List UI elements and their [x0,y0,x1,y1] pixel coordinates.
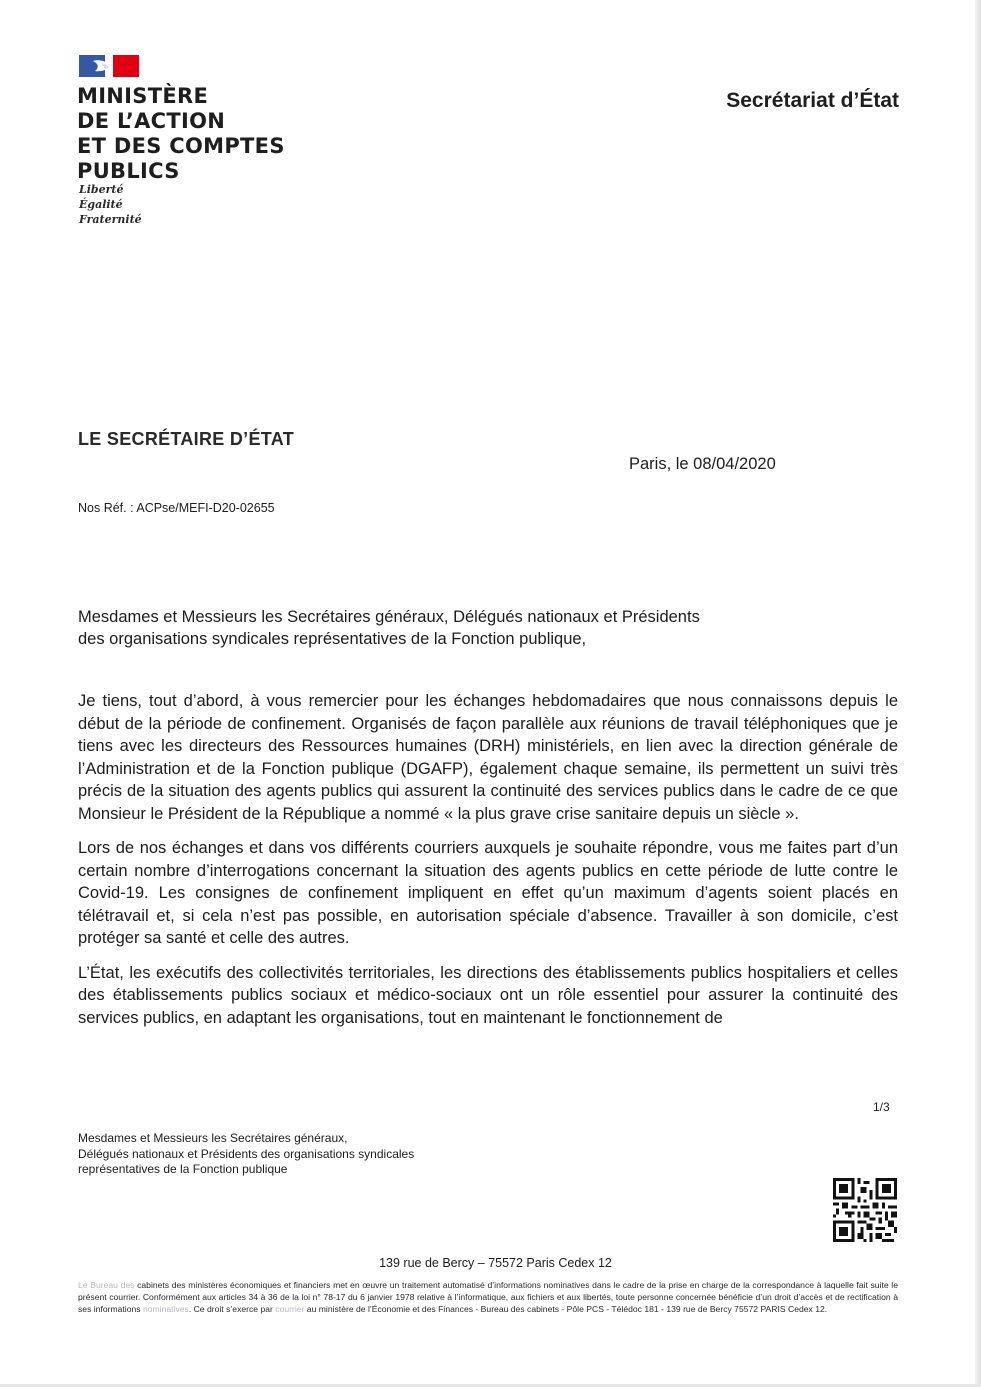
motto-liberte: Liberté [79,183,124,196]
legal-faded-text: courrier [275,1304,305,1314]
page-number: 1/3 [873,1100,890,1114]
legal-faded-text: nominatives [142,1304,189,1314]
body-paragraph: Je tiens, tout d’abord, à vous remercier pour les échanges hebdomadaires que nous connaissons depuis le début de la période de confinement. Organisés de façon parallèle aux réunions de travail téléphoniques que je tiens avec les directeurs des Ressources humaines (DRH) ministériels, en lien avec la direction générale de l’Administration et de la Fonction publique (DGAFP), également chaque semaine, ils permettent un suivi très précis de la situation des agents publics qui assurent la continuité des services publics dans le cadre de ce que Monsieur le Président de la République a nommé « la plus grave crise sanitaire depuis un siècle ». [78,692,898,823]
recipient-line: Délégués nationaux et Présidents des organisations syndicales [78,1146,415,1161]
republic-motto [79,182,142,227]
addressee-line: des organisations syndicales représentatives de la Fonction publique, [78,630,587,648]
body-paragraph: L’État, les exécutifs des collectivités territoriales, les directions des établissements publics hospitaliers et celles des établissements publics sociaux et médico-sociaux ont un rôle essentiel pour assurer la continuité des services publics, en adaptant les organisations, tout en maintenant le fonctionnement de [78,963,898,1027]
letter-date: Paris, le 08/04/2020 [629,455,776,473]
addressee-line: Mesdames et Messieurs les Secrétaires généraux, Délégués nationaux et Présidents [78,608,700,626]
ministry-name [77,84,285,184]
ministry-line: DE L’ACTION [77,109,226,133]
signatory-title: LE SECRÉTAIRE D’ÉTAT [78,429,295,449]
legal-text: . Ce droit s’exerce par [188,1304,276,1314]
address-text: 139 rue de Bercy – 75572 Paris Cedex 12 [379,1256,612,1270]
scan-page-edge [975,0,981,1387]
secretariat-title: Secrétariat d’État [726,89,899,112]
ministry-line: ET DES COMPTES [77,134,285,158]
body-paragraph: Lors de nos échanges et dans vos différents courriers auxquels je souhaite répondre, vous me faites part d’un certain nombre d’interrogations concernant la situation des agents publics en cette période de lutte contre le Covid-19. Les consignes de confinement impliquent en effet qu’un maximum d’agents soient placés en télétravail et, si cela n’est pas possible, en autorisation spéciale d’absence. Travailler à son domicile, c’est protéger sa santé et celle des autres. [78,839,898,947]
legal-text: cabinets des ministères économiques et financiers met en œuvre un traitement automatisé d’informations nominatives dans le cadre de la prise en charge de la correspondance à laquelle fait suite le présent courrier. Conformément aux articles 34 à 36 de la loi n° 78-17 du 6 janvier 1978 relative à l’informatique, aux fichiers et aux libertés, toute personne concernée bénéficie d’un droit d’accès et de rectification à ses informations [78,1280,898,1314]
qr-code-icon [833,1178,897,1242]
legal-faded-text: Le Bureau des [78,1280,135,1290]
marianne-flag-logo [79,55,139,77]
letter-body [78,690,898,1041]
footer-recipient [78,1131,414,1178]
legal-notice [78,1279,898,1315]
legal-text: au ministère de l’Économie et des Finances - Bureau des cabinets - Pôle PCS - Télédoc 181 - 139 rue de Bercy 75572 PARIS Cedex 12. [304,1304,828,1314]
recipient-line: représentatives de la Fonction publique [78,1162,288,1176]
ministry-line: MINISTÈRE [77,84,209,108]
motto-fraternite: Fraternité [79,213,142,226]
reference-number: Nos Réf. : ACPse/MEFI-D20-02655 [78,501,275,515]
postal-address [0,1256,981,1270]
motto-egalite: Égalité [79,198,123,211]
recipient-line: Mesdames et Messieurs les Secrétaires généraux, [78,1131,348,1145]
ministry-line: PUBLICS [77,159,180,183]
addressee [78,606,798,650]
